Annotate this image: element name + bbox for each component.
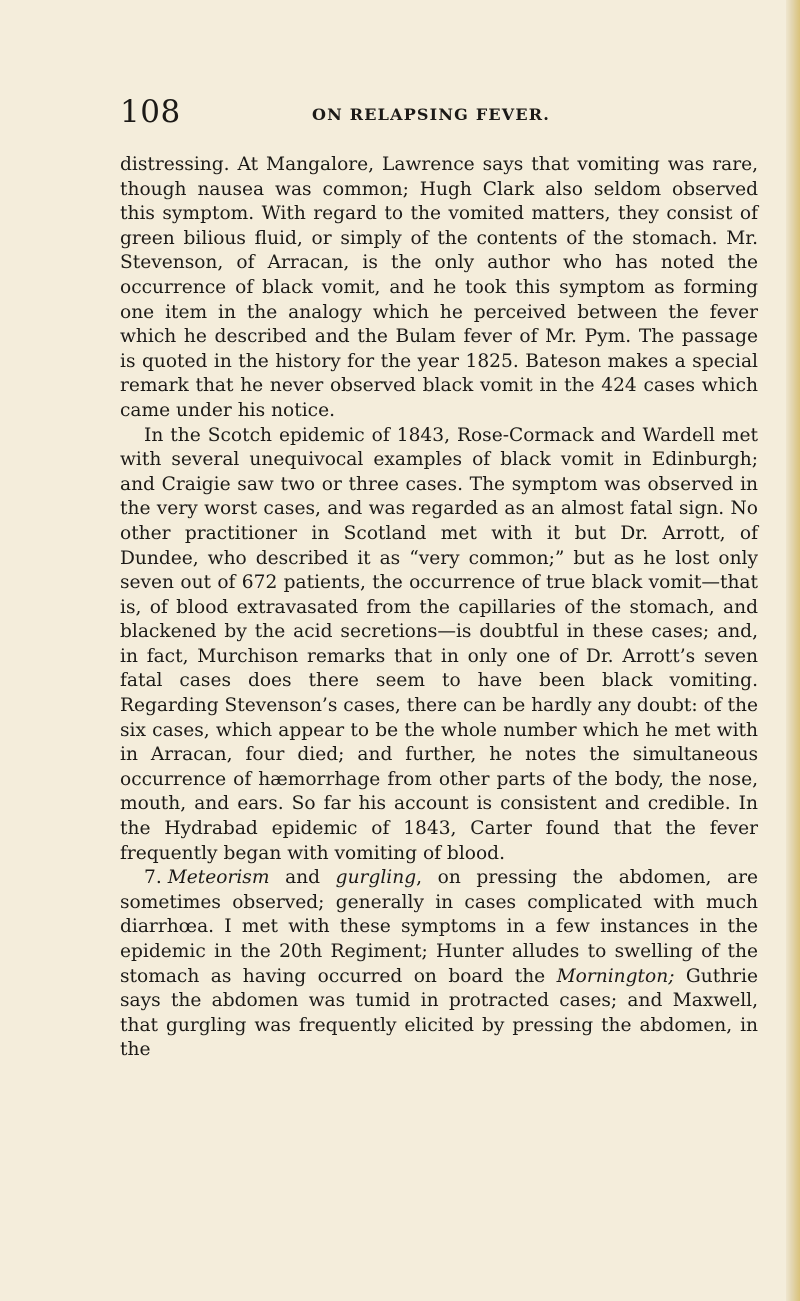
ship-name: Mornington; (556, 965, 675, 987)
page-number: 108 (120, 94, 181, 130)
paragraph-3-text-a: , on pressing the abdomen, are sometimes observed; generally in cases complicated with much diarrhœa. I met with these symptoms in a few instances in the epidemic in the 20th Regiment; Hunter alludes to swelling of the stomach as having occurred on board the (120, 867, 758, 987)
term-gurgling: gurgling (335, 867, 417, 889)
paragraph-1: distressing. At Mangalore, Lawrence says that vomiting was rare, though nausea was common; Hugh Clark also seldom observed this symptom. With regard to the vomited matters, they consist of green bilious fluid, or simply of the contents of the stomach. Mr. Stevenson, of Arracan, is the only author who has noted the occurrence of black vomit, and he took this symptom as forming one item in the analogy which he perceived between the fever which he described and the Bulam fever of Mr. Pym. The passage is quoted in the history for the year 1825. Bateson makes a special remark that he never observed black vomit in the 424 cases which came under his notice. (120, 154, 758, 421)
page-edge (786, 0, 800, 1301)
paragraph-number: 7. (144, 867, 162, 889)
page-header (120, 92, 760, 136)
connector-text: and (269, 867, 336, 889)
paragraph-3-text-b: Guthrie says the abdomen was tumid in protracted cases; and Maxwell, that gurgling was frequently elicited by pressing the abdomen, in the (120, 965, 758, 1061)
term-meteorism: Meteorism (167, 867, 270, 889)
running-head: ON RELAPSING FEVER. (312, 105, 551, 124)
paragraph-2: In the Scotch epidemic of 1843, Rose-Cormack and Wardell met with several unequivocal examples of black vomit in Edinburgh; and Craigie saw two or three cases. The symptom was observed in the very worst cases, and was regarded as an almost fatal sign. No other practitioner in Scotland met with it but Dr. Arrott, of Dundee, who described it as “very common;” but as he lost only seven out of 672 patients, the occurrence of true black vomit—that is, of blood extravasated from the capillaries of the stomach, and blackened by the acid secretions—is doubtful in these cases; and, in fact, Murchison remarks that in only one of Dr. Arrott’s seven fatal cases does there seem to have been black vomiting. Regarding Stevenson’s cases, there can be hardly any doubt: of the six cases, which appear to be the whole number which he met with in Arracan, four died; and further, he notes the simultaneous occurrence of hæmorrhage from other parts of the body, the nose, mouth, and ears. So far his account is consistent and credible. In the Hydrabad epidemic of 1843, Carter found that the fever frequently began with vomiting of blood. (120, 424, 758, 864)
body-text (120, 153, 758, 1063)
paragraph-3 (120, 866, 758, 1063)
